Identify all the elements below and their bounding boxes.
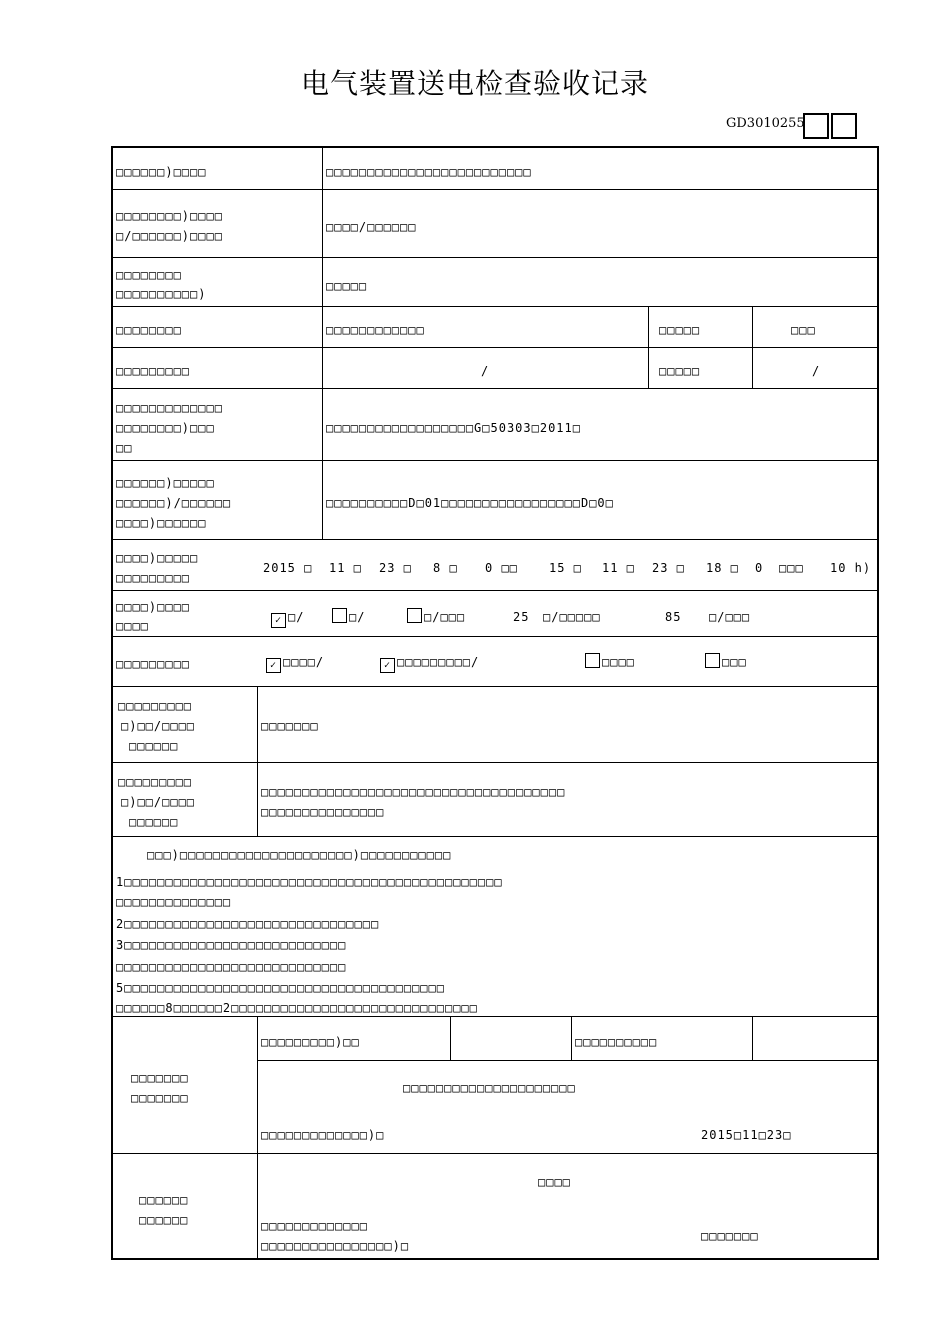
humidity-unit: □/□□□ <box>709 610 751 624</box>
s1-signature: □□□□□□□□□□□□□)□ <box>261 1128 385 1142</box>
form-code: GD3010255 <box>726 116 805 131</box>
time-day-end: 23 □ <box>652 561 685 575</box>
note-line: 3□□□□□□□□□□□□□□□□□□□□□□□□□□□ <box>116 938 347 952</box>
r10-option-1[interactable] <box>266 652 324 673</box>
r1-value: □□□□□□□□□□□□□□□□□□□□□□□□□ <box>326 165 532 179</box>
code-box-2[interactable] <box>831 113 857 139</box>
r10-option-4[interactable] <box>705 652 747 672</box>
r3-value: □□□□□ <box>326 279 368 293</box>
r9-label-1: □□□□)□□□□ <box>116 600 191 614</box>
r6-value: □□□□□□□□□□□□□□□□□□G□50303□2011□ <box>326 421 581 435</box>
r5-label: □□□□□□□□□ <box>116 364 191 378</box>
duration-value: 10 h) <box>830 561 872 575</box>
note-line: □□□□□□□□□□□□□□□□□□□□□□□□□□□□ <box>116 960 347 974</box>
time-year-start: 2015 □ <box>263 561 313 575</box>
s1-header-1: □□□□□□□□□)□□ <box>261 1035 360 1049</box>
r7-label-1: □□□□□□)□□□□□ <box>116 476 215 490</box>
code-box-1[interactable] <box>803 113 829 139</box>
r7-label-2: □□□□□□)/□□□□□□ <box>116 496 232 510</box>
r1-label: □□□□□□)□□□□ <box>116 165 207 179</box>
r6-label-1: □□□□□□□□□□□□□ <box>116 401 223 415</box>
weather-sunny-option[interactable] <box>271 607 304 628</box>
time-month-start: 11 □ <box>329 561 362 575</box>
s1-conclusion: □□□□□□□□□□□□□□□□□□□□□ <box>403 1081 576 1095</box>
r11-label-3: □□□□□□ <box>129 739 179 753</box>
r4-value2: □□□ <box>791 323 816 337</box>
checkbox-icon[interactable] <box>332 608 347 623</box>
r12-label-3: □□□□□□ <box>129 815 179 829</box>
weather-cloudy-option[interactable] <box>332 607 365 627</box>
r10-option-3-label: □□□□ <box>602 655 635 669</box>
s1-label-2: □□□□□□□ <box>131 1091 189 1105</box>
r3-label-2: □□□□□□□□□□) <box>116 287 207 301</box>
r9-label-2: □□□□ <box>116 619 149 633</box>
note-line: 5□□□□□□□□□□□□□□□□□□□□□□□□□□□□□□□□□□□□□□□ <box>116 981 445 995</box>
r6-label-3: □□ <box>116 441 133 455</box>
checkbox-checked-icon[interactable]: ✓ <box>380 658 395 673</box>
weather-cloudy-label: □/ <box>349 610 366 624</box>
r6-label-2: □□□□□□□□)□□□ <box>116 421 215 435</box>
checkbox-checked-icon[interactable]: ✓ <box>271 613 286 628</box>
r12-value-2: □□□□□□□□□□□□□□□ <box>261 805 385 819</box>
r10-option-2-label: □□□□□□□□□/ <box>397 655 480 669</box>
humidity-value: 85 <box>665 610 682 624</box>
checkbox-icon[interactable] <box>585 653 600 668</box>
r12-label-2: □)□□/□□□□ <box>121 795 196 809</box>
r10-label: □□□□□□□□□ <box>116 657 191 671</box>
r11-label-2: □)□□/□□□□ <box>121 719 196 733</box>
time-hour-end: 18 □ <box>706 561 739 575</box>
r8-label-2: □□□□□□□□□ <box>116 571 191 585</box>
r2-label-2: □/□□□□□□)□□□□ <box>116 229 223 243</box>
page-title: 电气装置送电检查验收记录 <box>300 67 649 100</box>
note-line: □□□□□□8□□□□□□2□□□□□□□□□□□□□□□□□□□□□□□□□□□□□□ <box>116 1001 478 1015</box>
time-month-end: 11 □ <box>602 561 635 575</box>
r4-label2: □□□□□ <box>659 323 701 337</box>
r10-option-4-label: □□□ <box>722 655 747 669</box>
temperature-unit: □/□□□□□ <box>543 610 601 624</box>
s1-date: 2015□11□23□ <box>701 1128 792 1142</box>
weather-rain-label: □/□□□ <box>424 610 466 624</box>
s1-header-2: □□□□□□□□□□ <box>575 1035 658 1049</box>
time-hour-start: 8 □ <box>433 561 458 575</box>
s2-label-1: □□□□□□ <box>139 1193 189 1207</box>
s2-signature-2: □□□□□□□□□□□□□□□□)□ <box>261 1239 410 1253</box>
r4-value: □□□□□□□□□□□□ <box>326 323 425 337</box>
r10-option-2[interactable] <box>380 652 479 673</box>
r8-label-1: □□□□)□□□□□ <box>116 551 199 565</box>
r12-label-1: □□□□□□□□□ <box>118 775 193 789</box>
s2-label-2: □□□□□□ <box>139 1213 189 1227</box>
s2-signature-1: □□□□□□□□□□□□□ <box>261 1219 368 1233</box>
duration-label: □□□ <box>779 561 804 575</box>
r5-value2: / <box>812 364 821 378</box>
r11-value: □□□□□□□ <box>261 719 319 733</box>
time-day-start: 23 □ <box>379 561 412 575</box>
checkbox-icon[interactable] <box>705 653 720 668</box>
weather-sunny-label: □/ <box>288 610 305 624</box>
r12-value-1: □□□□□□□□□□□□□□□□□□□□□□□□□□□□□□□□□□□□□ <box>261 785 566 799</box>
checkbox-checked-icon[interactable]: ✓ <box>266 658 281 673</box>
notes-heading: □□□)□□□□□□□□□□□□□□□□□□□□□)□□□□□□□□□□□ <box>147 848 452 862</box>
s2-date: □□□□□□□ <box>701 1229 759 1243</box>
time-min-start: 0 □□ <box>485 561 518 575</box>
r10-option-3[interactable] <box>585 652 635 672</box>
r11-label-1: □□□□□□□□□ <box>118 699 193 713</box>
note-line: 1□□□□□□□□□□□□□□□□□□□□□□□□□□□□□□□□□□□□□□□□□□□□□□ <box>116 875 503 889</box>
r2-label-1: □□□□□□□□)□□□□ <box>116 209 223 223</box>
time-min-end: 0 <box>755 561 764 575</box>
note-line: □□□□□□□□□□□□□□ <box>116 895 232 909</box>
r2-value: □□□□/□□□□□□ <box>326 220 417 234</box>
weather-rain-option[interactable] <box>407 607 465 627</box>
r10-option-1-label: □□□□/ <box>283 655 325 669</box>
record-table <box>111 146 879 1260</box>
r7-value: □□□□□□□□□□D□01□□□□□□□□□□□□□□□□□D□0□ <box>326 496 614 510</box>
r3-label-1: □□□□□□□□ <box>116 268 182 282</box>
note-line: 2□□□□□□□□□□□□□□□□□□□□□□□□□□□□□□□ <box>116 917 380 931</box>
time-year-end: 15 □ <box>549 561 582 575</box>
r5-value: / <box>481 364 490 378</box>
temperature-value: 25 <box>513 610 530 624</box>
checkbox-icon[interactable] <box>407 608 422 623</box>
r5-label2: □□□□□ <box>659 364 701 378</box>
s1-label-1: □□□□□□□ <box>131 1071 189 1085</box>
r7-label-3: □□□□)□□□□□□ <box>116 516 207 530</box>
s2-conclusion: □□□□ <box>538 1175 571 1189</box>
r4-label: □□□□□□□□ <box>116 323 182 337</box>
